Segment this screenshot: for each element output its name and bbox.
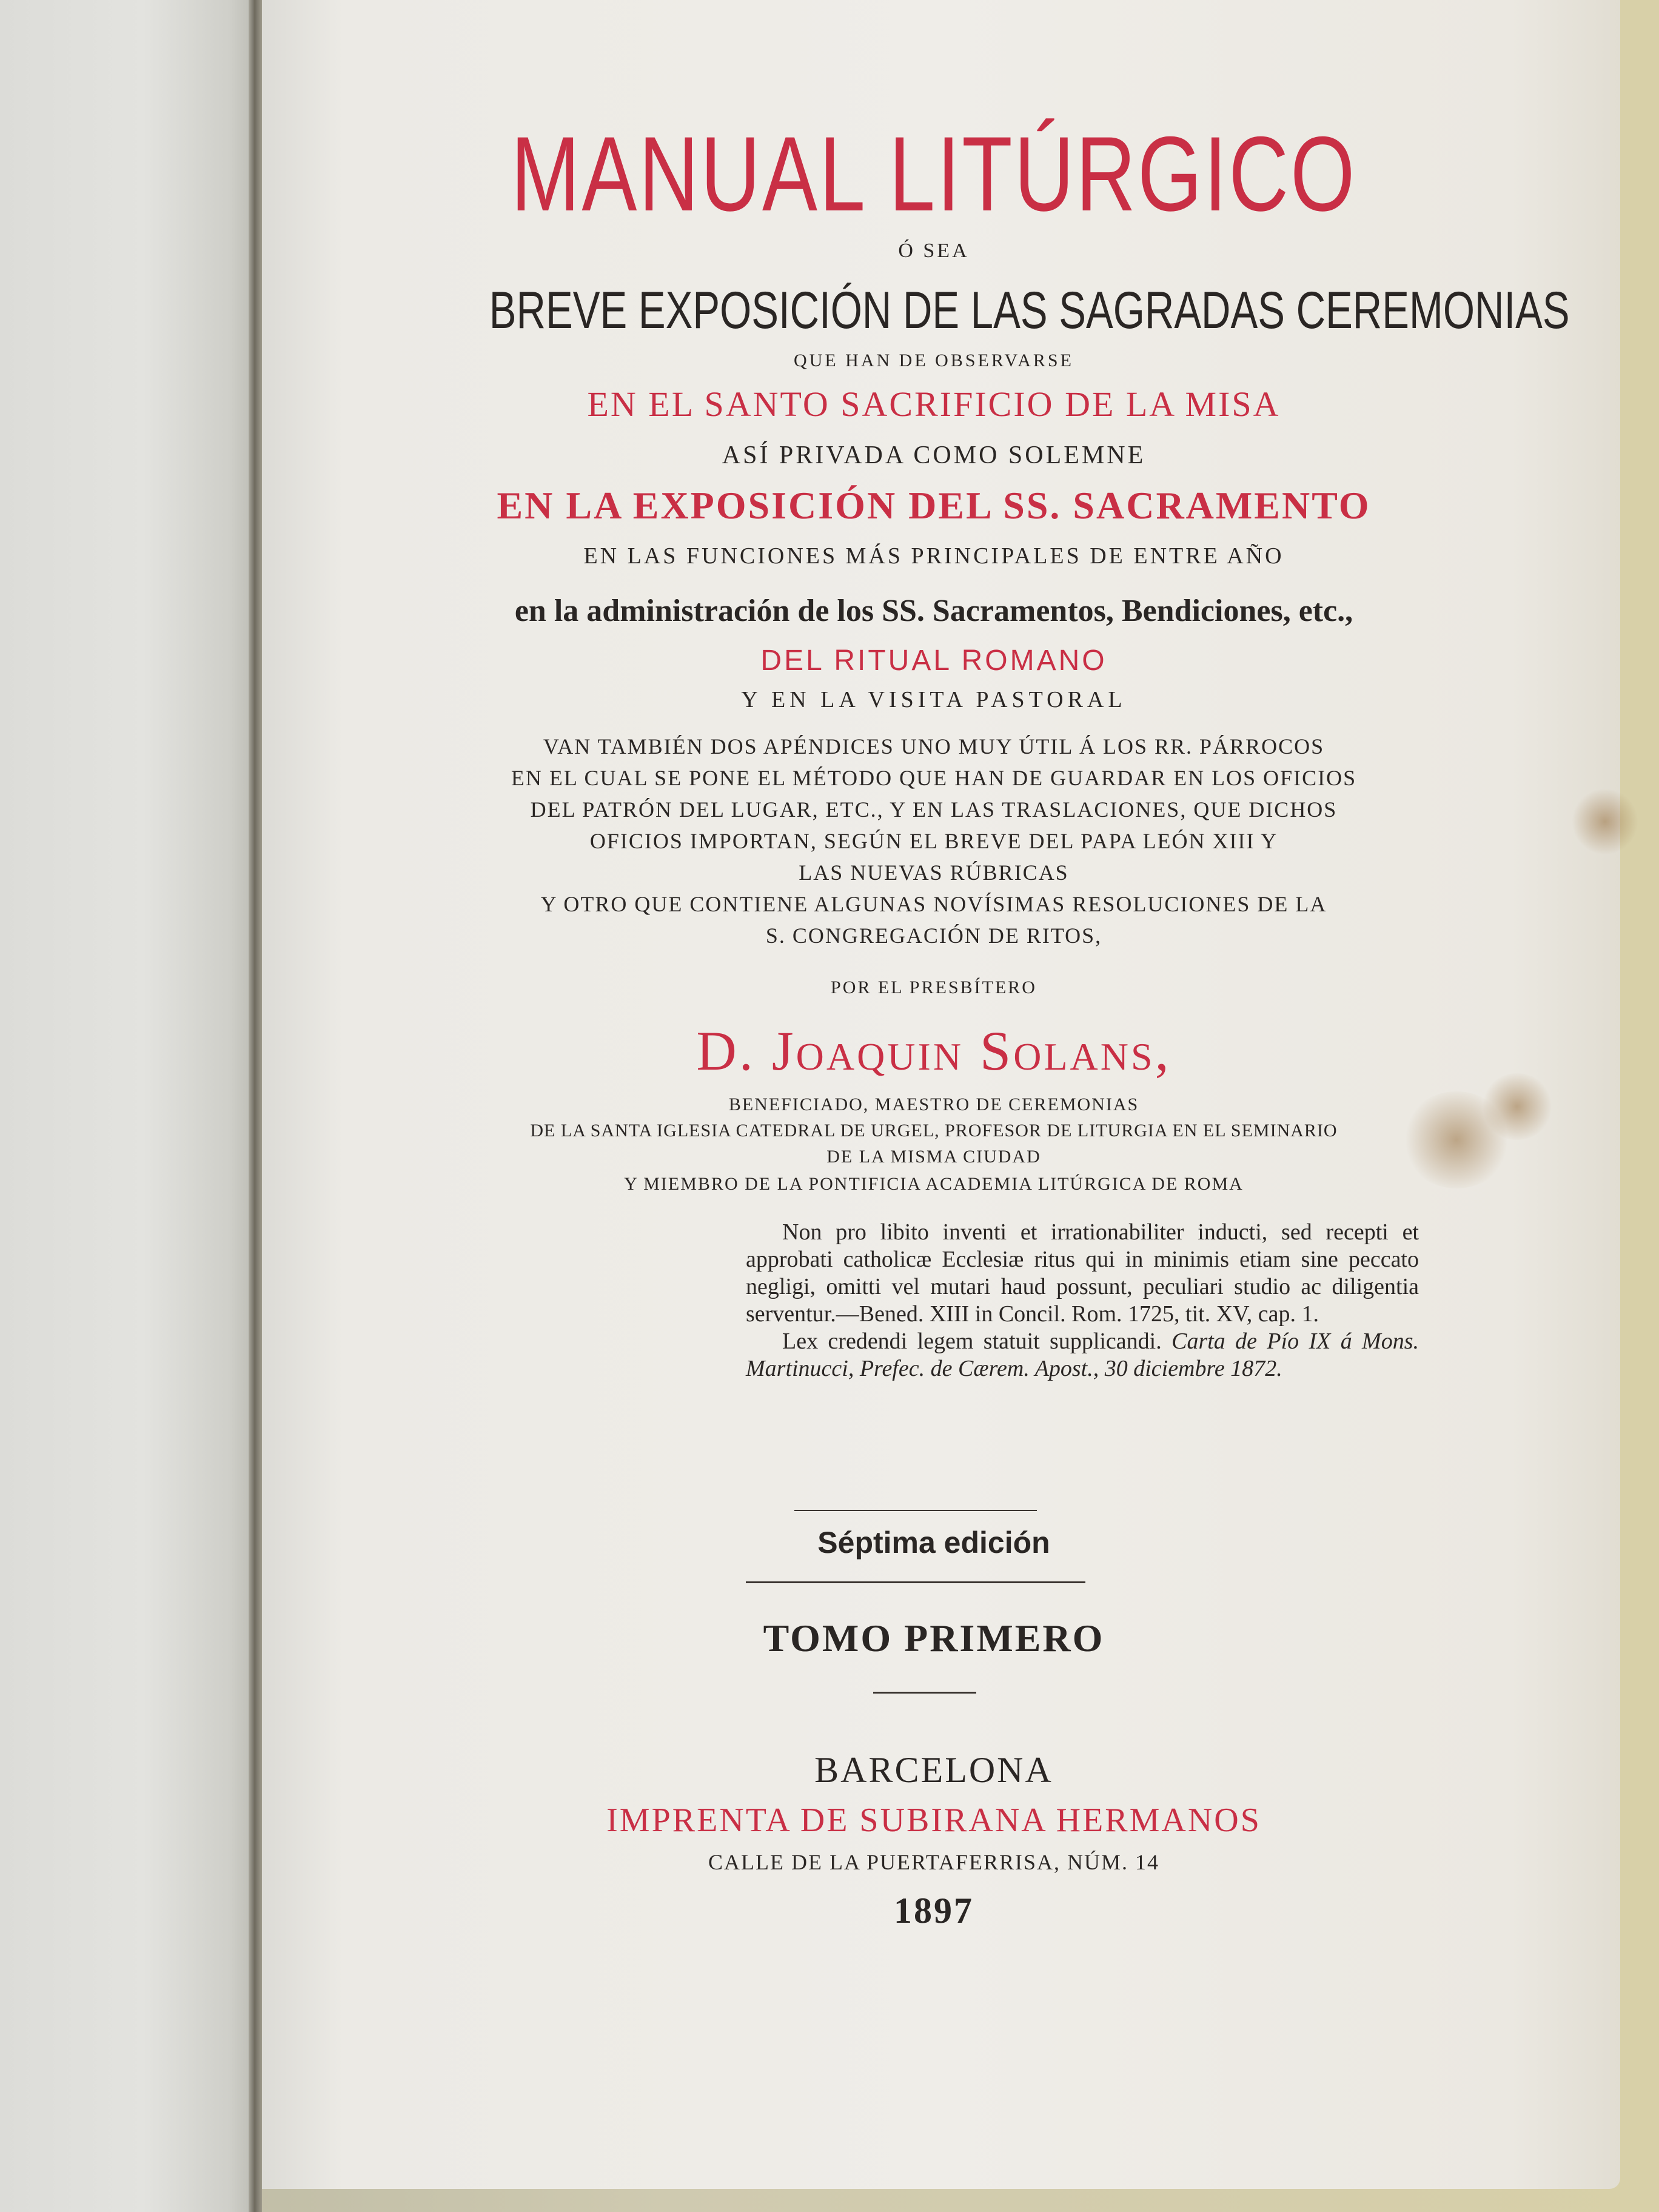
credential-line: DE LA MISMA CIUDAD [826,1147,1041,1167]
epigraph [746,1219,1419,1382]
appendix-line: VAN TAMBIÉN DOS APÉNDICES UNO MUY ÚTIL Á LOS RR. PÁRROCOS [543,734,1325,759]
edition-label: Séptima edición [817,1526,1050,1560]
o-sea-line: Ó SEA [898,240,970,262]
appendix-line: S. CONGREGACIÓN DE RITOS, [765,923,1102,948]
que-han-line: QUE HAN DE OBSERVARSE [794,350,1074,370]
credential-line: Y MIEMBRO DE LA PONTIFICIA ACADEMIA LITÚRGICA DE ROMA [624,1174,1244,1194]
epigraph-benedict: Non pro libito inventi et irrationabiliter inducti, sed recepti et approbati catholicæ Ecclesiæ ritus qui in minimis etiam sine peccato negligi, omitti vel mutari haud possunt, peculiari studio ac diligentia serventur.—Bened. XIII in Concil. Rom. 1725, tit. XV, cap. 1. [746,1219,1419,1327]
administracion-line: en la administración de los SS. Sacramentos, Bendiciones, etc., [514,594,1353,628]
year-label: 1897 [894,1891,974,1931]
foxing-stain [1572,788,1638,855]
printer-label: IMPRENTA DE SUBIRANA HERMANOS [606,1801,1261,1839]
author-name: D. Joaquin Solans, [696,1020,1171,1082]
epigraph-pius-source: Carta de Pío IX á Mons. Martinucci, Prefec. de Cærem. Apost., 30 diciembre 1872. [746,1329,1419,1381]
ritual-romano-line: DEL RITUAL ROMANO [760,645,1107,677]
city-label: BARCELONA [814,1750,1053,1790]
address-label: CALLE DE LA PUERTAFERRISA, NÚM. 14 [708,1850,1159,1874]
book-gutter [249,0,262,2212]
divider-rule [746,1581,1085,1583]
appendix-line: LAS NUEVAS RÚBRICAS [799,860,1069,885]
appendix-line: EN EL CUAL SE PONE EL MÉTODO QUE HAN DE GUARDAR EN LOS OFICIOS [511,766,1357,790]
santo-sacrificio-line: EN EL SANTO SACRIFICIO DE LA MISA [587,384,1281,424]
divider-rule [873,1692,976,1694]
volume-label: TOMO PRIMERO [763,1617,1105,1660]
epigraph-pius-text: Lex credendi legem statuit supplicandi. [782,1329,1162,1354]
book-title: MANUAL LITÚRGICO [511,115,1357,233]
por-el-presbitero: POR EL PRESBÍTERO [831,977,1037,997]
asi-privada-line: ASÍ PRIVADA COMO SOLEMNE [722,441,1146,469]
appendix-line: DEL PATRÓN DEL LUGAR, ETC., Y EN LAS TRASLACIONES, QUE DICHOS [530,797,1338,822]
left-page [0,0,261,2212]
appendix-line: Y OTRO QUE CONTIENE ALGUNAS NOVÍSIMAS RESOLUCIONES DE LA [540,892,1327,916]
appendix-line: OFICIOS IMPORTAN, SEGÚN EL BREVE DEL PAPA LEÓN XIII Y [589,829,1278,853]
credential-line: BENEFICIADO, MAESTRO DE CEREMONIAS [728,1094,1139,1114]
credential-line: DE LA SANTA IGLESIA CATEDRAL DE URGEL, PROFESOR DE LITURGIA EN EL SEMINARIO [530,1121,1338,1141]
subtitle: BREVE EXPOSICIÓN DE LAS SAGRADAS CEREMONIAS [489,281,1570,340]
divider-rule [794,1510,1037,1511]
visita-pastoral-line: Y EN LA VISITA PASTORAL [741,687,1127,712]
exposicion-line: EN LA EXPOSICIÓN DEL SS. SACRAMENTO [497,484,1371,527]
epigraph-pius [746,1328,1419,1382]
funciones-line: EN LAS FUNCIONES MÁS PRINCIPALES DE ENTRE AÑO [583,543,1284,569]
